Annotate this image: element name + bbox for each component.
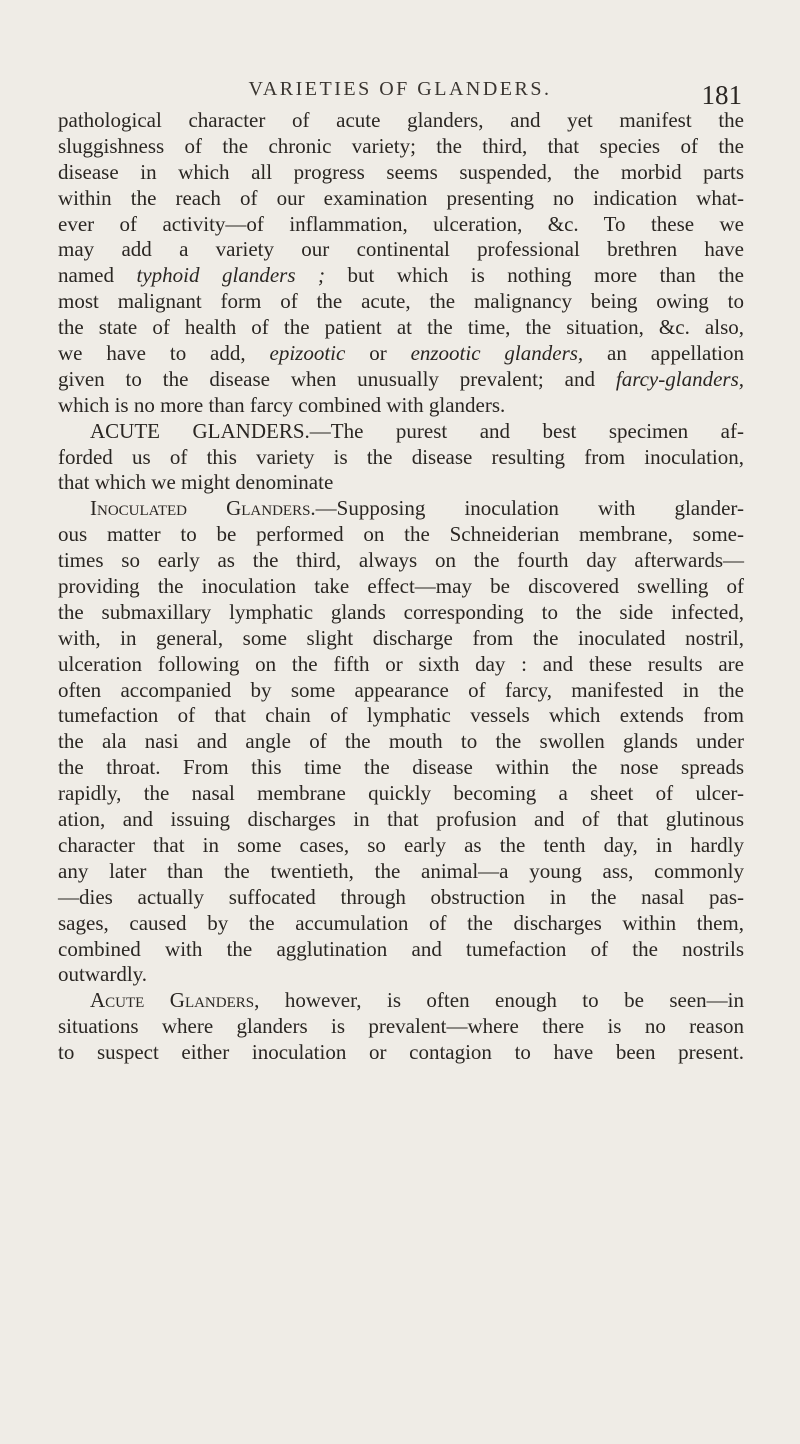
text-line: sages, caused by the accumulation of the discharges within them, — [58, 910, 744, 935]
text-run: an appellation — [583, 341, 745, 366]
text-line: combined with the agglutination and tumefaction of the nostrils — [58, 936, 744, 961]
text-run: but which is nothing more than the — [325, 263, 744, 288]
section-heading: Acute Glanders, — [90, 988, 260, 1013]
text-line: sluggishness of the chronic variety; the third, that species of the — [58, 133, 744, 158]
text-line: times so early as the third, always on the fourth day afterwards— — [58, 548, 744, 573]
page-number: 181 — [701, 80, 742, 110]
text-line: providing the inoculation take effect—may be discovered swelling of — [58, 574, 744, 599]
text-line — [58, 263, 744, 289]
text-line: rapidly, the nasal membrane quickly becoming a sheet of ulcer- — [58, 781, 744, 806]
text-line: most malignant form of the acute, the malignancy being owing to — [58, 289, 744, 314]
text-run: named — [58, 263, 137, 288]
text-line: to suspect either inoculation or contagion to have been present. — [58, 1040, 744, 1065]
text-line — [58, 367, 744, 393]
text-line: the ala nasi and angle of the mouth to the swollen glands under — [58, 729, 744, 754]
text-run: —The purest and best specimen af- — [309, 418, 744, 443]
text-run: however, is often enough to be seen—in — [259, 988, 744, 1013]
text-line: ation, and issuing discharges in that profusion and of that glutinous — [58, 807, 744, 832]
text-line: ous matter to be performed on the Schneiderian membrane, some- — [58, 522, 744, 547]
text-line: situations where glanders is prevalent—where there is no reason — [58, 1014, 744, 1039]
text-line: the submaxillary lymphatic glands corresponding to the side infected, — [58, 599, 744, 624]
text-line: with, in general, some slight discharge from the inoculated nostril, — [58, 625, 744, 650]
text-line: outwardly. — [58, 962, 148, 987]
italic-term: epizootic — [269, 341, 346, 366]
italic-term: enzootic glanders, — [410, 341, 584, 366]
running-head: VARIETIES OF GLANDERS. — [248, 78, 552, 100]
text-line: —dies actually suffocated through obstruction in the nasal pas- — [58, 884, 744, 909]
text-line: that which we might denominate — [58, 470, 334, 495]
section-heading: Inoculated Glanders. — [90, 496, 316, 521]
text-line: character that in some cases, so early as the tenth day, in hardly — [58, 832, 744, 857]
text-line: forded us of this variety is the disease resulting from inoculation, — [58, 444, 744, 469]
text-run: —Supposing inoculation with glander- — [315, 496, 744, 521]
text-line: often accompanied by some appearance of farcy, manifested in the — [58, 677, 744, 702]
text-line: within the reach of our examination presenting no indication what- — [58, 185, 744, 210]
text-line: tumefaction of that chain of lymphatic vessels which extends from — [58, 703, 744, 728]
text-run: given to the disease when unusually prevalent; and — [58, 366, 616, 391]
text-line: any later than the twentieth, the animal—a young ass, commonly — [58, 858, 744, 883]
text-line: may add a variety our continental professional brethren have — [58, 237, 744, 262]
text-line: ever of activity—of inflammation, ulceration, &c. To these we — [58, 211, 744, 236]
section-heading: ACUTE GLANDERS. — [90, 418, 310, 443]
text-line: the throat. From this time the disease within the nose spreads — [58, 755, 744, 780]
text-line: ulceration following on the fifth or sixth day : and these results are — [58, 651, 744, 676]
italic-term: typhoid glanders ; — [136, 263, 326, 288]
italic-term: farcy-glanders, — [615, 366, 744, 391]
text-line — [58, 988, 744, 1014]
text-line: pathological character of acute glanders, and yet manifest the — [58, 108, 744, 132]
text-line — [58, 496, 744, 522]
text-line: the state of health of the patient at the time, the situation, &c. also, — [58, 315, 744, 340]
text-line — [58, 341, 744, 367]
body-text — [58, 108, 744, 1066]
text-run: we have to add, — [58, 341, 270, 366]
text-run: or — [345, 341, 411, 366]
text-line: which is no more than farcy combined with glanders. — [58, 392, 506, 417]
text-line: disease in which all progress seems suspended, the morbid parts — [58, 159, 744, 184]
text-line — [58, 419, 744, 445]
